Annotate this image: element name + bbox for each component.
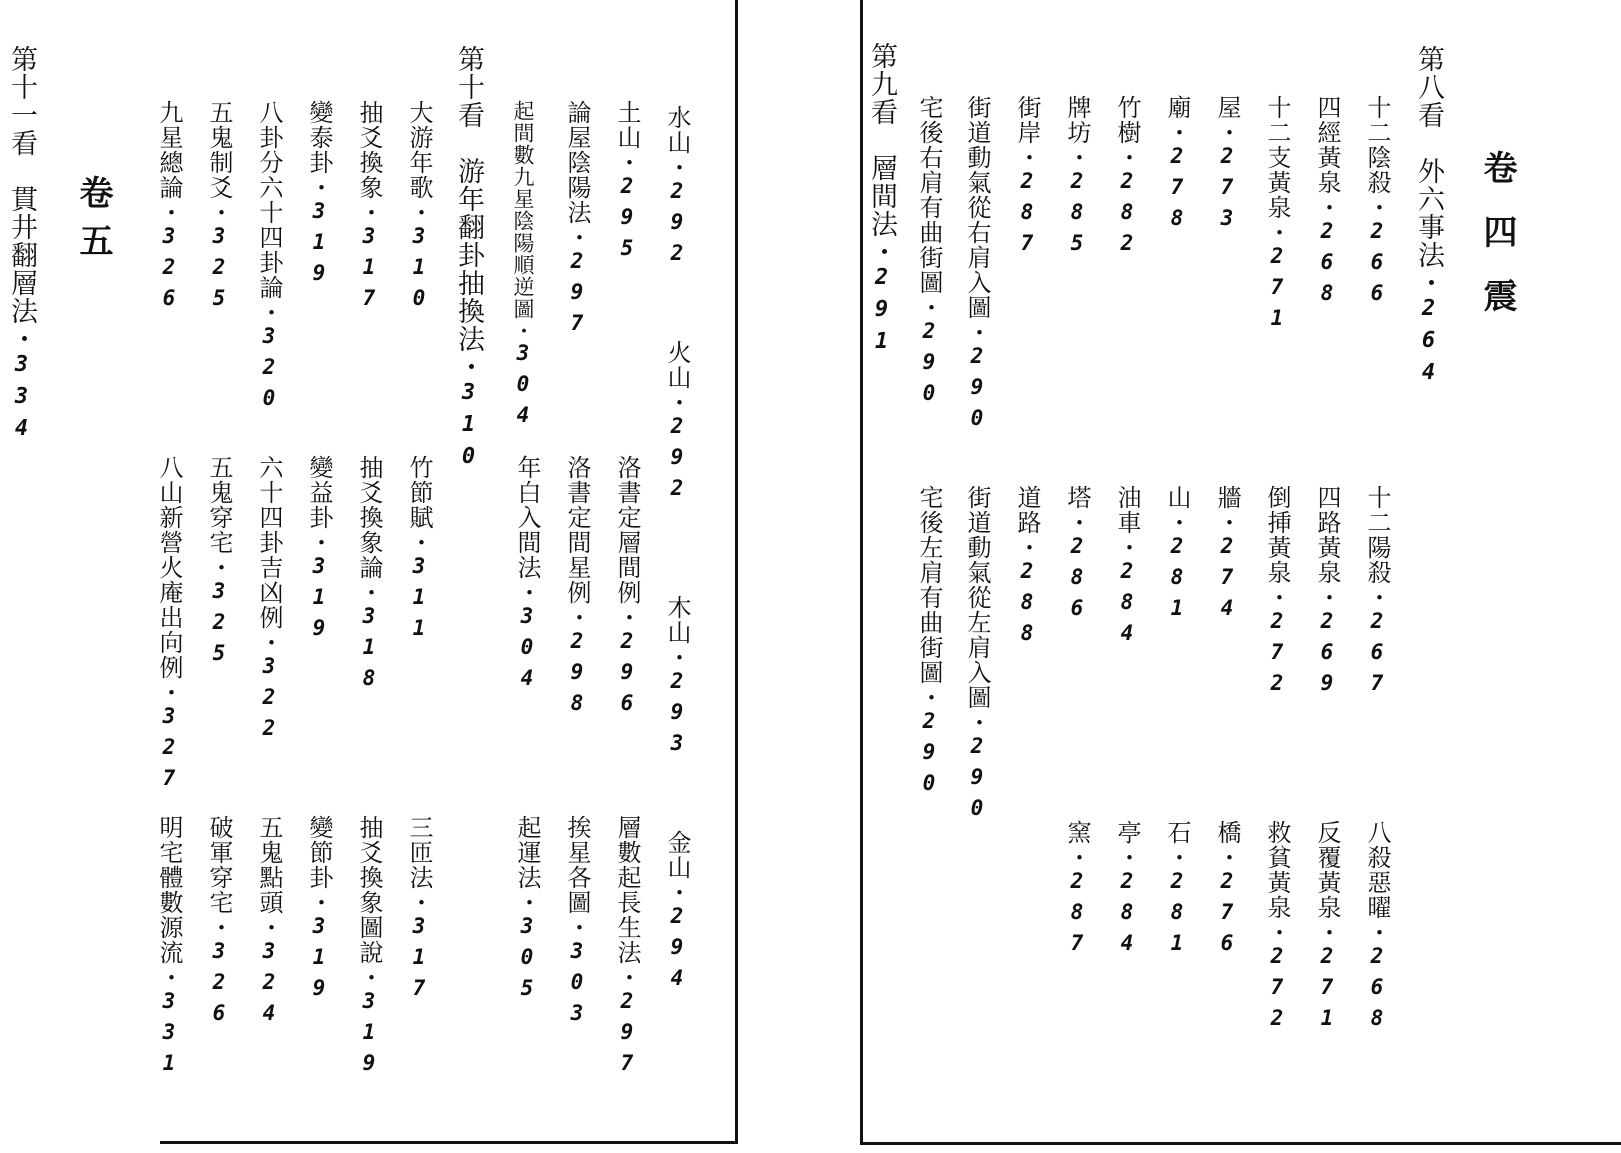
entry-page-number: 274 xyxy=(1215,534,1239,627)
toc-entry-basha-eyao: 八殺惡曜・268 xyxy=(1363,820,1391,1037)
entry-text: 宅後左肩有曲街圖 xyxy=(915,485,943,685)
toc-entry-zhushu: 竹樹・282 xyxy=(1113,95,1141,262)
entry-page-number: 319 xyxy=(307,914,331,1007)
entry-text: 牆 xyxy=(1213,485,1241,510)
toc-entry-shierzhi-huangquan: 十二支黃泉・271 xyxy=(1263,95,1291,337)
entry-page-number: 290 xyxy=(965,734,989,827)
entry-page-number: 269 xyxy=(1315,609,1339,702)
toc-entry-youche: 油車・284 xyxy=(1113,485,1141,652)
toc-entry-nianbai: 年白入間法・304 xyxy=(513,455,541,697)
entry-text: 十二支黃泉 xyxy=(1263,95,1291,220)
entry-page-number: 319 xyxy=(307,199,331,292)
toc-entry-da-younian: 大游年歌・310 xyxy=(405,100,433,317)
toc-entry-miao: 廟・278 xyxy=(1163,95,1191,237)
entry-page-number: 310 xyxy=(456,380,481,476)
entry-text: 木山 xyxy=(663,595,691,645)
toc-entry-sijing-huangquan: 四經黃泉・268 xyxy=(1313,95,1341,312)
entry-text: 五鬼穿宅 xyxy=(205,455,233,555)
entry-text: 街道動氣從右肩入圖 xyxy=(963,95,991,320)
volume-4-title: 卷四震 xyxy=(1477,150,1517,342)
entry-page-number: 272 xyxy=(1265,944,1289,1037)
toc-entry-zhaihou-zuojian: 宅後左肩有曲街圖・290 xyxy=(915,485,943,802)
toc-entry-bian-jie: 變節卦・319 xyxy=(305,815,333,1007)
left-page xyxy=(0,0,745,1153)
entry-page-number: 286 xyxy=(1065,534,1089,627)
toc-entry-jiean: 街岸・287 xyxy=(1013,95,1041,262)
entry-text: 起間數九星陰陽順逆圖 xyxy=(511,100,535,320)
entry-text: 八山新營火庵出向例 xyxy=(155,455,183,680)
entry-text: 救貧黃泉 xyxy=(1263,820,1291,920)
toc-entry-paifang: 牌坊・285 xyxy=(1063,95,1091,262)
toc-entry-silu-huangquan: 四路黃泉・269 xyxy=(1313,485,1341,702)
volume-5-title: 卷五 xyxy=(73,175,113,271)
entry-text: 六十四卦吉凶例 xyxy=(255,455,283,630)
entry-page-number: 273 xyxy=(1215,144,1239,237)
toc-entry-aixing: 挨星各圖・303 xyxy=(563,815,591,1032)
entry-text: 石 xyxy=(1163,820,1191,845)
left-page-bottom-border xyxy=(160,1141,738,1144)
entry-page-number: 298 xyxy=(565,629,589,722)
toc-entry-wu: 屋・273 xyxy=(1213,95,1241,237)
entry-page-number: 322 xyxy=(257,654,281,747)
entry-text: 四經黃泉 xyxy=(1313,95,1341,195)
toc-entry-wu-yinyang: 論屋陰陽法・297 xyxy=(563,100,591,342)
toc-entry-shi: 石・281 xyxy=(1163,820,1191,962)
entry-page-number: 304 xyxy=(511,341,535,434)
entry-text: 年白入間法 xyxy=(513,455,541,580)
entry-page-number: 266 xyxy=(1365,219,1389,312)
toc-entry-huo-shan: 火山・292 xyxy=(663,340,691,507)
entry-page-number: 293 xyxy=(665,669,689,762)
entry-page-number: 268 xyxy=(1365,944,1389,1037)
entry-text: 第十一看 貫井翻層法 xyxy=(6,45,37,325)
entry-text: 第九看 層間法 xyxy=(866,42,897,238)
entry-text: 廟 xyxy=(1163,95,1191,120)
entry-text: 五鬼點頭 xyxy=(255,815,283,915)
entry-text: 街岸 xyxy=(1013,95,1041,145)
entry-page-number: 297 xyxy=(615,989,639,1082)
entry-page-number: 327 xyxy=(157,704,181,797)
toc-entry-shier-yangsha: 十二陽殺・267 xyxy=(1363,485,1391,702)
toc-entry-zhaihou-youjian: 宅後右肩有曲街圖・290 xyxy=(915,95,943,412)
toc-entry-tu-shan: 土山・295 xyxy=(613,100,641,267)
entry-page-number: 271 xyxy=(1265,244,1289,337)
entry-page-number: 292 xyxy=(665,414,689,507)
entry-page-number: 284 xyxy=(1115,869,1139,962)
entry-page-number: 291 xyxy=(869,265,894,361)
entry-text: 橋 xyxy=(1213,820,1241,845)
entry-page-number: 272 xyxy=(1265,609,1289,702)
entry-text: 破軍穿宅 xyxy=(205,815,233,915)
entry-page-number: 320 xyxy=(257,324,281,417)
entry-text: 抽爻換象 xyxy=(355,100,383,200)
toc-entry-ting: 亭・284 xyxy=(1113,820,1141,962)
entry-page-number: 305 xyxy=(515,914,539,1007)
entry-page-number: 317 xyxy=(407,914,431,1007)
chapter-10-heading: 第十看 游年翻卦抽換法・310 xyxy=(453,45,484,476)
entry-page-number: 297 xyxy=(565,249,589,342)
entry-page-number: 310 xyxy=(407,224,431,317)
entry-text: 洛書定層間例 xyxy=(613,455,641,605)
entry-text: 論屋陰陽法 xyxy=(563,100,591,225)
entry-text: 宅後右肩有曲街圖 xyxy=(915,95,943,295)
chapter-11-heading: 第十一看 貫井翻層法・334 xyxy=(6,45,37,448)
entry-page-number: 292 xyxy=(665,179,689,272)
entry-page-number: 281 xyxy=(1165,869,1189,962)
toc-entry-qiang: 牆・274 xyxy=(1213,485,1241,627)
toc-entry-luoshu-cengjian: 洛書定層間例・296 xyxy=(613,455,641,722)
entry-text: 土山 xyxy=(613,100,641,150)
right-page xyxy=(860,0,1621,1153)
entry-text: 街道動氣從左肩入圖 xyxy=(963,485,991,710)
entry-page-number: 325 xyxy=(207,224,231,317)
toc-entry-jiupin-huangquan: 救貧黃泉・272 xyxy=(1263,820,1291,1037)
toc-entry-shui-shan: 水山・292 xyxy=(663,105,691,272)
toc-entry-wugui-zhiyao: 五鬼制爻・325 xyxy=(205,100,233,317)
entry-text: 山 xyxy=(1163,485,1191,510)
right-page-left-border xyxy=(860,0,863,1145)
entry-page-number: 268 xyxy=(1315,219,1339,312)
entry-page-number: 296 xyxy=(615,629,639,722)
entry-page-number: 285 xyxy=(1065,169,1089,262)
entry-page-number: 325 xyxy=(207,579,231,672)
toc-entry-jianshu-jiuxing: 起間數九星陰陽順逆圖・304 xyxy=(511,100,535,434)
toc-entry-cengshu-changsheng: 層數起長生法・297 xyxy=(613,815,641,1082)
entry-page-number: 284 xyxy=(1115,559,1139,652)
toc-entry-yao: 窯・287 xyxy=(1063,820,1091,962)
entry-text: 三匝法 xyxy=(405,815,433,890)
entry-text: 反覆黃泉 xyxy=(1313,820,1341,920)
entry-text: 層數起長生法 xyxy=(613,815,641,965)
entry-text: 窯 xyxy=(1063,820,1091,845)
entry-text: 十二陰殺 xyxy=(1363,95,1391,195)
entry-page-number: 331 xyxy=(157,989,181,1082)
entry-page-number: 287 xyxy=(1015,169,1039,262)
entry-page-number: 318 xyxy=(357,604,381,697)
toc-entry-qiyun: 起運法・305 xyxy=(513,815,541,1007)
entry-page-number: 294 xyxy=(665,904,689,997)
entry-text: 起運法 xyxy=(513,815,541,890)
toc-entry-mu-shan: 木山・293 xyxy=(663,595,691,762)
toc-entry-shier-yinsha: 十二陰殺・266 xyxy=(1363,95,1391,312)
entry-page-number: 276 xyxy=(1215,869,1239,962)
entry-text: 第十看 游年翻卦抽換法 xyxy=(453,45,484,353)
entry-text: 明宅體數源流 xyxy=(155,815,183,965)
toc-entry-jiuxing-zonglun: 九星總論・326 xyxy=(155,100,183,317)
entry-page-number: 326 xyxy=(207,939,231,1032)
entry-text: 金山 xyxy=(663,830,691,880)
entry-text: 牌坊 xyxy=(1063,95,1091,145)
entry-text: 屋 xyxy=(1213,95,1241,120)
entry-page-number: 326 xyxy=(157,224,181,317)
right-page-bottom-border xyxy=(860,1142,1621,1145)
toc-entry-bian-yi: 變益卦・319 xyxy=(305,455,333,647)
entry-page-number: 288 xyxy=(1015,559,1039,652)
chapter-8-heading: 第八看 外六事法・264 xyxy=(1413,45,1444,392)
entry-text: 八卦分六十四卦論 xyxy=(255,100,283,300)
entry-text: 四路黃泉 xyxy=(1313,485,1341,585)
entry-text: 塔 xyxy=(1063,485,1091,510)
entry-text: 亭 xyxy=(1113,820,1141,845)
entry-text: 水山 xyxy=(663,105,691,155)
entry-text: 變泰卦 xyxy=(305,100,333,175)
entry-page-number: 281 xyxy=(1165,534,1189,627)
entry-text: 抽爻換象論 xyxy=(355,455,383,580)
entry-text: 第八看 外六事法 xyxy=(1413,45,1444,269)
toc-entry-daolu: 道路・288 xyxy=(1013,485,1041,652)
entry-page-number: 317 xyxy=(357,224,381,317)
entry-page-number: 295 xyxy=(615,174,639,267)
entry-page-number: 304 xyxy=(515,604,539,697)
toc-entry-luoshu-jianxing: 洛書定間星例・298 xyxy=(563,455,591,722)
toc-entry-bagua-64: 八卦分六十四卦論・320 xyxy=(255,100,283,417)
toc-entry-wugui-diantou: 五鬼點頭・324 xyxy=(255,815,283,1032)
entry-text: 挨星各圖 xyxy=(563,815,591,915)
entry-text: 竹節賦 xyxy=(405,455,433,530)
toc-entry-pojun-chuanzhai: 破軍穿宅・326 xyxy=(205,815,233,1032)
entry-page-number: 290 xyxy=(917,319,941,412)
entry-text: 九星總論 xyxy=(155,100,183,200)
toc-entry-jiedao-youjian: 街道動氣從右肩入圖・290 xyxy=(963,95,991,437)
toc-entry-ta: 塔・286 xyxy=(1063,485,1091,627)
toc-entry-chouyao-lun: 抽爻換象論・318 xyxy=(355,455,383,697)
entry-text: 變節卦 xyxy=(305,815,333,890)
chapter-9-heading: 第九看 層間法・291 xyxy=(866,42,897,361)
entry-text: 倒挿黃泉 xyxy=(1263,485,1291,585)
entry-page-number: 271 xyxy=(1315,944,1339,1037)
entry-page-number: 287 xyxy=(1065,869,1089,962)
entry-text: 竹樹 xyxy=(1113,95,1141,145)
toc-entry-bashan-xinying: 八山新營火庵出向例・327 xyxy=(155,455,183,797)
toc-entry-chouyao: 抽爻換象・317 xyxy=(355,100,383,317)
toc-entry-daocha-huangquan: 倒挿黃泉・272 xyxy=(1263,485,1291,702)
left-page-right-border xyxy=(735,0,738,1143)
entry-text: 大游年歌 xyxy=(405,100,433,200)
entry-text: 油車 xyxy=(1113,485,1141,535)
entry-text: 五鬼制爻 xyxy=(205,100,233,200)
toc-entry-wugui-chuanzhai: 五鬼穿宅・325 xyxy=(205,455,233,672)
entry-page-number: 278 xyxy=(1165,144,1189,237)
entry-text: 洛書定間星例 xyxy=(563,455,591,605)
toc-entry-sanza: 三匝法・317 xyxy=(405,815,433,1007)
entry-page-number: 290 xyxy=(917,709,941,802)
entry-page-number: 267 xyxy=(1365,609,1389,702)
entry-page-number: 319 xyxy=(357,989,381,1082)
entry-page-number: 303 xyxy=(565,939,589,1032)
entry-text: 八殺惡曜 xyxy=(1363,820,1391,920)
entry-page-number: 319 xyxy=(307,554,331,647)
entry-text: 火山 xyxy=(663,340,691,390)
entry-text: 道路 xyxy=(1013,485,1041,535)
toc-entry-zhujie-fu: 竹節賦・311 xyxy=(405,455,433,647)
entry-page-number: 290 xyxy=(965,344,989,437)
toc-entry-qiao: 橋・276 xyxy=(1213,820,1241,962)
toc-entry-64-jixiong: 六十四卦吉凶例・322 xyxy=(255,455,283,747)
entry-text: 變益卦 xyxy=(305,455,333,530)
entry-page-number: 334 xyxy=(9,352,34,448)
toc-entry-chouyao-tushuo: 抽爻換象圖說・319 xyxy=(355,815,383,1082)
toc-entry-bian-tai: 變泰卦・319 xyxy=(305,100,333,292)
entry-text: 十二陽殺 xyxy=(1363,485,1391,585)
entry-text: 抽爻換象圖說 xyxy=(355,815,383,965)
toc-entry-shan: 山・281 xyxy=(1163,485,1191,627)
toc-entry-jin-shan: 金山・294 xyxy=(663,830,691,997)
toc-entry-mingzhai-tishu: 明宅體數源流・331 xyxy=(155,815,183,1082)
toc-entry-jiedao-zuojian: 街道動氣從左肩入圖・290 xyxy=(963,485,991,827)
entry-page-number: 264 xyxy=(1416,296,1441,392)
entry-page-number: 282 xyxy=(1115,169,1139,262)
entry-page-number: 311 xyxy=(407,554,431,647)
entry-page-number: 324 xyxy=(257,939,281,1032)
toc-entry-fanfu-huangquan: 反覆黃泉・271 xyxy=(1313,820,1341,1037)
